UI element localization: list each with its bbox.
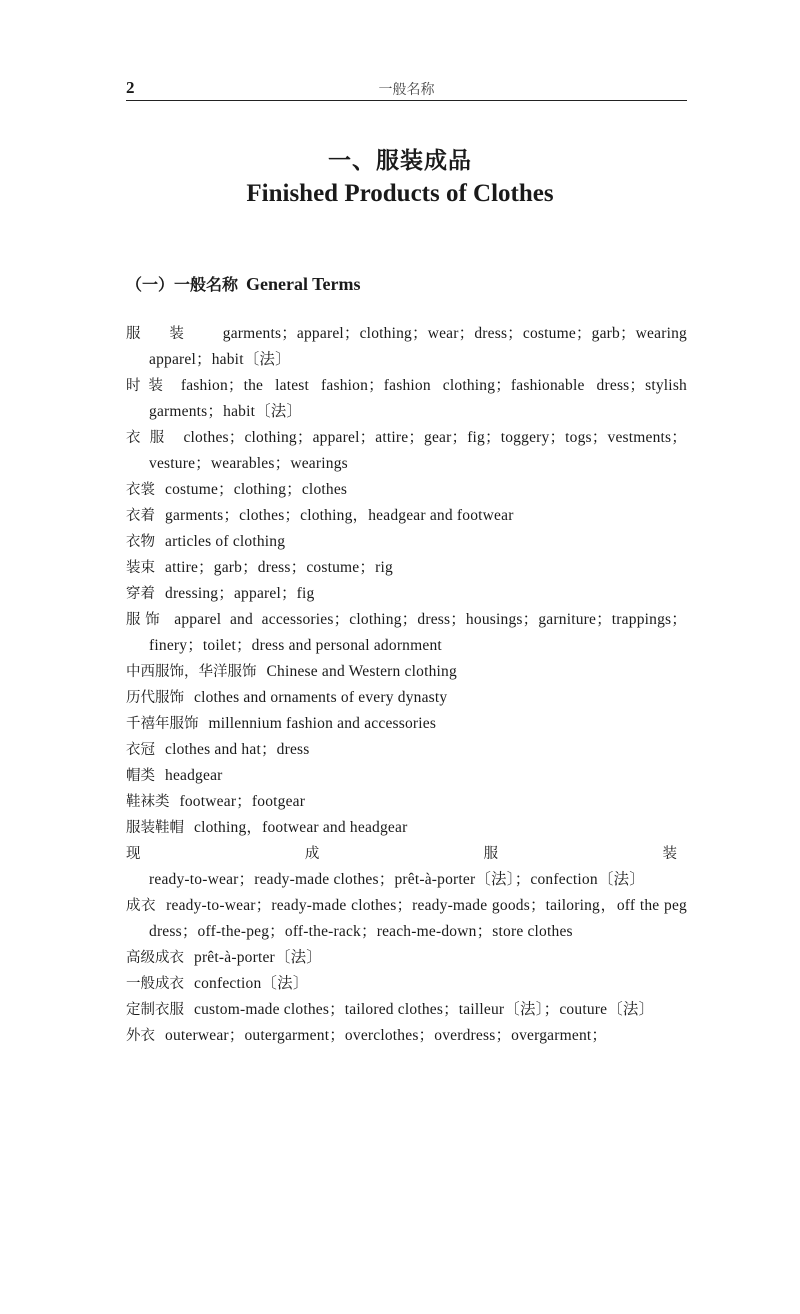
entry-definition: Chinese and Western clothing — [266, 663, 457, 680]
section-heading — [126, 272, 361, 295]
page-number: 2 — [126, 78, 135, 97]
entry-definition: millennium fashion and accessories — [208, 715, 437, 732]
glossary-entry — [126, 945, 687, 971]
entry-term: 定制衣服 — [126, 1002, 184, 1018]
entry-definition: clothes and ornaments of every dynasty — [194, 689, 448, 706]
glossary-entry — [126, 789, 687, 815]
entry-term: 高级成衣 — [126, 950, 184, 966]
glossary-entry — [126, 997, 687, 1023]
glossary-entry — [126, 607, 687, 659]
entry-term: 衣服 — [126, 430, 174, 446]
entry-term: 时装 — [126, 378, 171, 394]
glossary-entry — [126, 893, 687, 945]
chapter-title-en: Finished Products of Clothes — [246, 180, 554, 207]
entry-definition: attire；garb；dress；costume；rig — [165, 559, 393, 576]
entry-term: 服饰 — [126, 612, 165, 628]
entry-definition: custom-made clothes；tailored clothes；tailleur〔法〕；couture〔法〕 — [194, 1001, 655, 1018]
entry-definition: dressing；apparel；fig — [165, 585, 315, 602]
entry-definition: headgear — [165, 767, 223, 784]
glossary-entry — [126, 477, 687, 503]
glossary-list — [126, 321, 687, 1049]
glossary-entry — [126, 815, 687, 841]
entry-term: 服装 — [126, 326, 213, 342]
entry-term: 鞋袜类 — [126, 794, 170, 810]
entry-term: 外衣 — [126, 1028, 155, 1044]
entry-term: 帽类 — [126, 768, 155, 784]
entry-definition: garments；clothes；clothing，headgear and footwear — [165, 507, 514, 524]
glossary-entry — [126, 841, 687, 893]
glossary-entry — [126, 763, 687, 789]
entry-definition: prêt-à-porter〔法〕 — [194, 949, 323, 966]
entry-definition: clothing，footwear and headgear — [194, 819, 408, 836]
entry-definition: clothes；clothing；apparel；attire；gear；fig；toggery；togs；vestments；vesture；wearables；wearings — [149, 429, 687, 472]
entry-term: 穿着 — [126, 586, 155, 602]
glossary-entry — [126, 971, 687, 997]
entry-term: 一般成衣 — [126, 976, 184, 992]
entry-definition: fashion；the latest fashion；fashion clothing；fashionable dress；stylish garments；habit〔法〕 — [149, 377, 687, 420]
section-heading-en: General Terms — [246, 274, 361, 294]
glossary-entry — [126, 1023, 687, 1049]
glossary-entry — [126, 373, 687, 425]
glossary-entry — [126, 581, 687, 607]
entry-definition: clothes and hat；dress — [165, 741, 310, 758]
glossary-entry — [126, 711, 687, 737]
entry-definition: outerwear；outergarment；overclothes；overdress；overgarment； — [165, 1027, 608, 1044]
entry-term: 千禧年服饰 — [126, 716, 199, 732]
entry-definition: costume；clothing；clothes — [165, 481, 348, 498]
entry-term: 衣着 — [126, 508, 155, 524]
entry-term: 衣物 — [126, 534, 155, 550]
glossary-entry — [126, 685, 687, 711]
chapter-title-zh: 一、服装成品 — [328, 148, 472, 174]
page-header — [126, 76, 687, 101]
entry-definition: apparel and accessories；clothing；dress；housings；garniture；trappings；finery；toilet；dress and personal adornment — [149, 611, 687, 654]
glossary-entry — [126, 659, 687, 685]
glossary-entry — [126, 503, 687, 529]
glossary-entry — [126, 425, 687, 477]
entry-term: 中西服饰，华洋服饰 — [126, 664, 257, 680]
glossary-entry — [126, 321, 687, 373]
running-head: 一般名称 — [378, 82, 435, 98]
entry-term: 成衣 — [126, 898, 157, 914]
section-heading-zh: （一）一般名称 — [126, 275, 239, 294]
entry-definition: ready-to-wear；ready-made clothes；ready-made goods；tailoring，off the peg dress；off-the-peg；off-the-rack；reach-me-down；store clothes — [149, 897, 688, 940]
entry-term: 历代服饰 — [126, 690, 184, 706]
glossary-entry — [126, 555, 687, 581]
entry-term: 现成服装 — [126, 846, 677, 862]
glossary-entry — [126, 737, 687, 763]
glossary-entry — [126, 529, 687, 555]
entry-term: 衣冠 — [126, 742, 155, 758]
entry-definition: ready-to-wear；ready-made clothes；prêt-à-porter〔法〕；confection〔法〕 — [149, 871, 645, 888]
entry-term: 服装鞋帽 — [126, 820, 184, 836]
entry-definition: footwear；footgear — [179, 793, 306, 810]
entry-definition: articles of clothing — [165, 533, 286, 550]
entry-term: 装束 — [126, 560, 155, 576]
entry-term: 衣裳 — [126, 482, 155, 498]
entry-definition: garments；apparel；clothing；wear；dress；costume；garb；wearing apparel；habit〔法〕 — [149, 325, 687, 368]
entry-definition: confection〔法〕 — [194, 975, 309, 992]
